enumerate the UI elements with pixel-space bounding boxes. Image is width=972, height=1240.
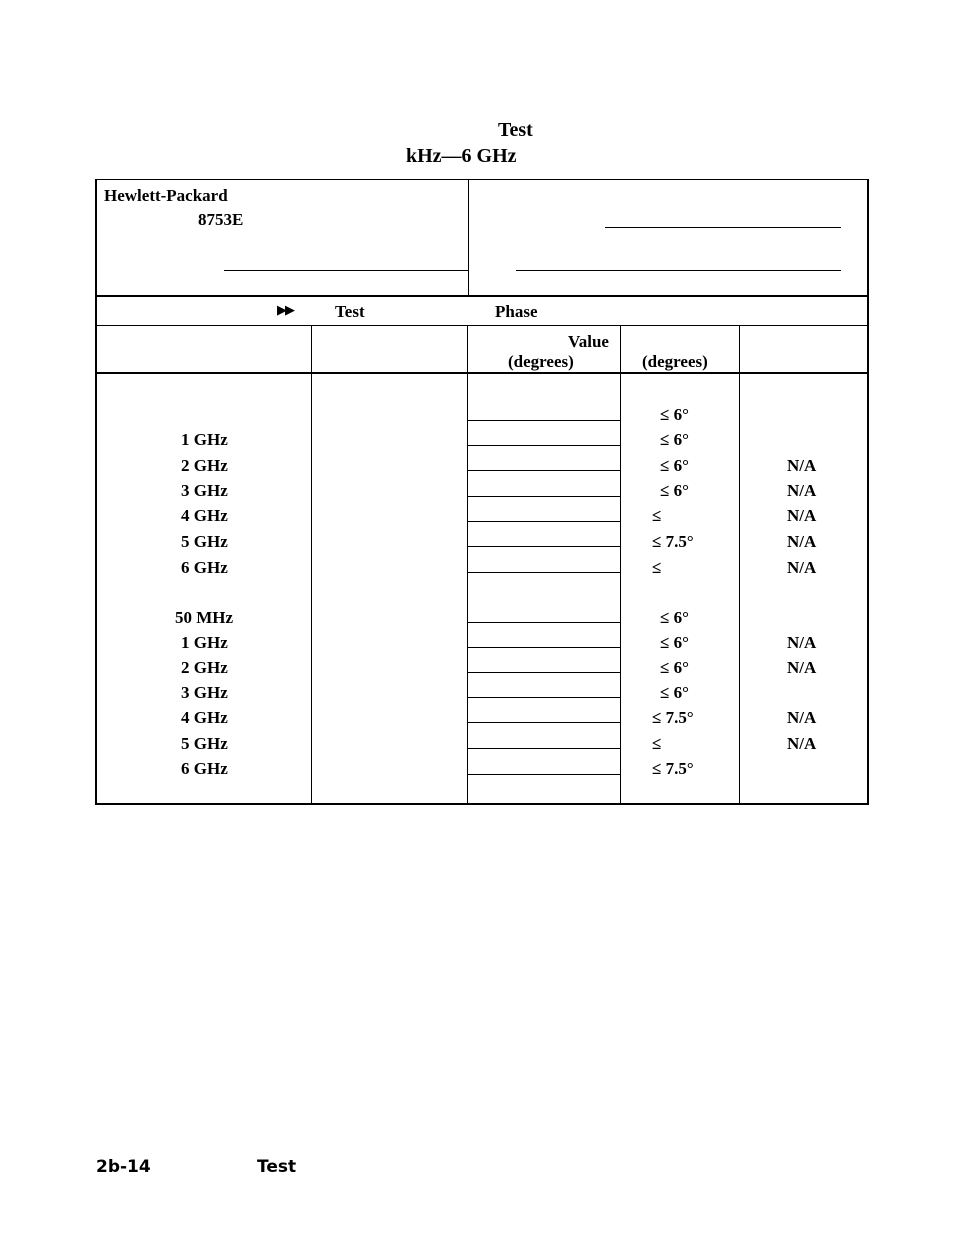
spec-value: ≤ 7.5° [652, 708, 694, 727]
value-header-line2: (degrees) [508, 352, 574, 371]
measured-entry-line[interactable] [468, 672, 620, 673]
measured-entry-line[interactable] [468, 774, 620, 775]
frequency-label: 3 GHz [181, 481, 228, 500]
table-left-border [95, 179, 97, 805]
entry-line-left [224, 270, 468, 271]
spec-value: ≤ 7.5° [652, 532, 694, 551]
frequency-label: 2 GHz [181, 456, 228, 475]
na-label: N/A [787, 708, 817, 727]
frequency-label: 6 GHz [181, 759, 228, 778]
table-top-border [96, 179, 868, 180]
measured-entry-line[interactable] [468, 470, 620, 471]
frequency-label: 3 GHz [181, 683, 228, 702]
section-phase-label: Phase [495, 302, 538, 321]
frequency-label: 4 GHz [181, 506, 228, 525]
info-divider [468, 180, 469, 296]
na-label: N/A [787, 658, 817, 677]
value-header-line1: Value [568, 332, 609, 351]
frequency-label: 5 GHz [181, 532, 228, 551]
spec-value: ≤ [652, 558, 662, 577]
col-divider-3 [620, 325, 621, 804]
spec-value: ≤ 6° [660, 430, 689, 449]
page-number: 2b-14 [96, 1157, 151, 1177]
section-bottom-border [96, 325, 868, 326]
model-label: 8753E [198, 210, 244, 229]
table-right-border [867, 179, 869, 805]
na-label: N/A [787, 558, 817, 577]
measured-entry-line[interactable] [468, 697, 620, 698]
na-label: N/A [787, 506, 817, 525]
page-title-line1: Test [498, 119, 533, 141]
footer-label: Test [257, 1157, 297, 1177]
measured-entry-line[interactable] [468, 521, 620, 522]
na-label: N/A [787, 456, 817, 475]
col-divider-4 [739, 325, 740, 804]
spec-value: ≤ 6° [660, 405, 689, 424]
col-divider-2 [467, 325, 468, 804]
spec-value: ≤ [652, 506, 662, 525]
measured-entry-line[interactable] [468, 572, 620, 573]
frequency-label: 1 GHz [181, 430, 228, 449]
na-label: N/A [787, 481, 817, 500]
spec-value: ≤ 6° [660, 683, 689, 702]
section-top-border [95, 295, 869, 297]
measured-entry-line[interactable] [468, 748, 620, 749]
frequency-label: 4 GHz [181, 708, 228, 727]
entry-line-right-lower [516, 270, 841, 271]
spec-value: ≤ 7.5° [652, 759, 694, 778]
frequency-label: 6 GHz [181, 558, 228, 577]
column-header-bottom [95, 372, 869, 374]
spec-header-unit: (degrees) [642, 352, 708, 371]
entry-line-right-upper [605, 227, 841, 228]
na-label: N/A [787, 532, 817, 551]
spec-value: ≤ 6° [660, 633, 689, 652]
measured-entry-line[interactable] [468, 445, 620, 446]
na-label: N/A [787, 734, 817, 753]
spec-value: ≤ 6° [660, 456, 689, 475]
measured-entry-line[interactable] [468, 622, 620, 623]
measured-entry-line[interactable] [468, 546, 620, 547]
spec-value: ≤ 6° [660, 608, 689, 627]
section-marker-icon: ▶▶ [277, 302, 293, 317]
spec-value: ≤ 6° [660, 481, 689, 500]
measured-entry-line[interactable] [468, 722, 620, 723]
frequency-label: 2 GHz [181, 658, 228, 677]
spec-value: ≤ [652, 734, 662, 753]
table-bottom-border [95, 803, 869, 805]
frequency-label: 1 GHz [181, 633, 228, 652]
frequency-label: 50 MHz [175, 608, 234, 627]
spec-value: ≤ 6° [660, 658, 689, 677]
section-test-label: Test [335, 302, 365, 321]
measured-entry-line[interactable] [468, 647, 620, 648]
col-divider-1 [311, 325, 312, 804]
measured-entry-line[interactable] [468, 496, 620, 497]
frequency-label: 5 GHz [181, 734, 228, 753]
manufacturer-label: Hewlett-Packard [104, 186, 228, 205]
measured-entry-line[interactable] [468, 420, 620, 421]
na-label: N/A [787, 633, 817, 652]
page-title-line2: kHz—6 GHz [406, 145, 517, 167]
